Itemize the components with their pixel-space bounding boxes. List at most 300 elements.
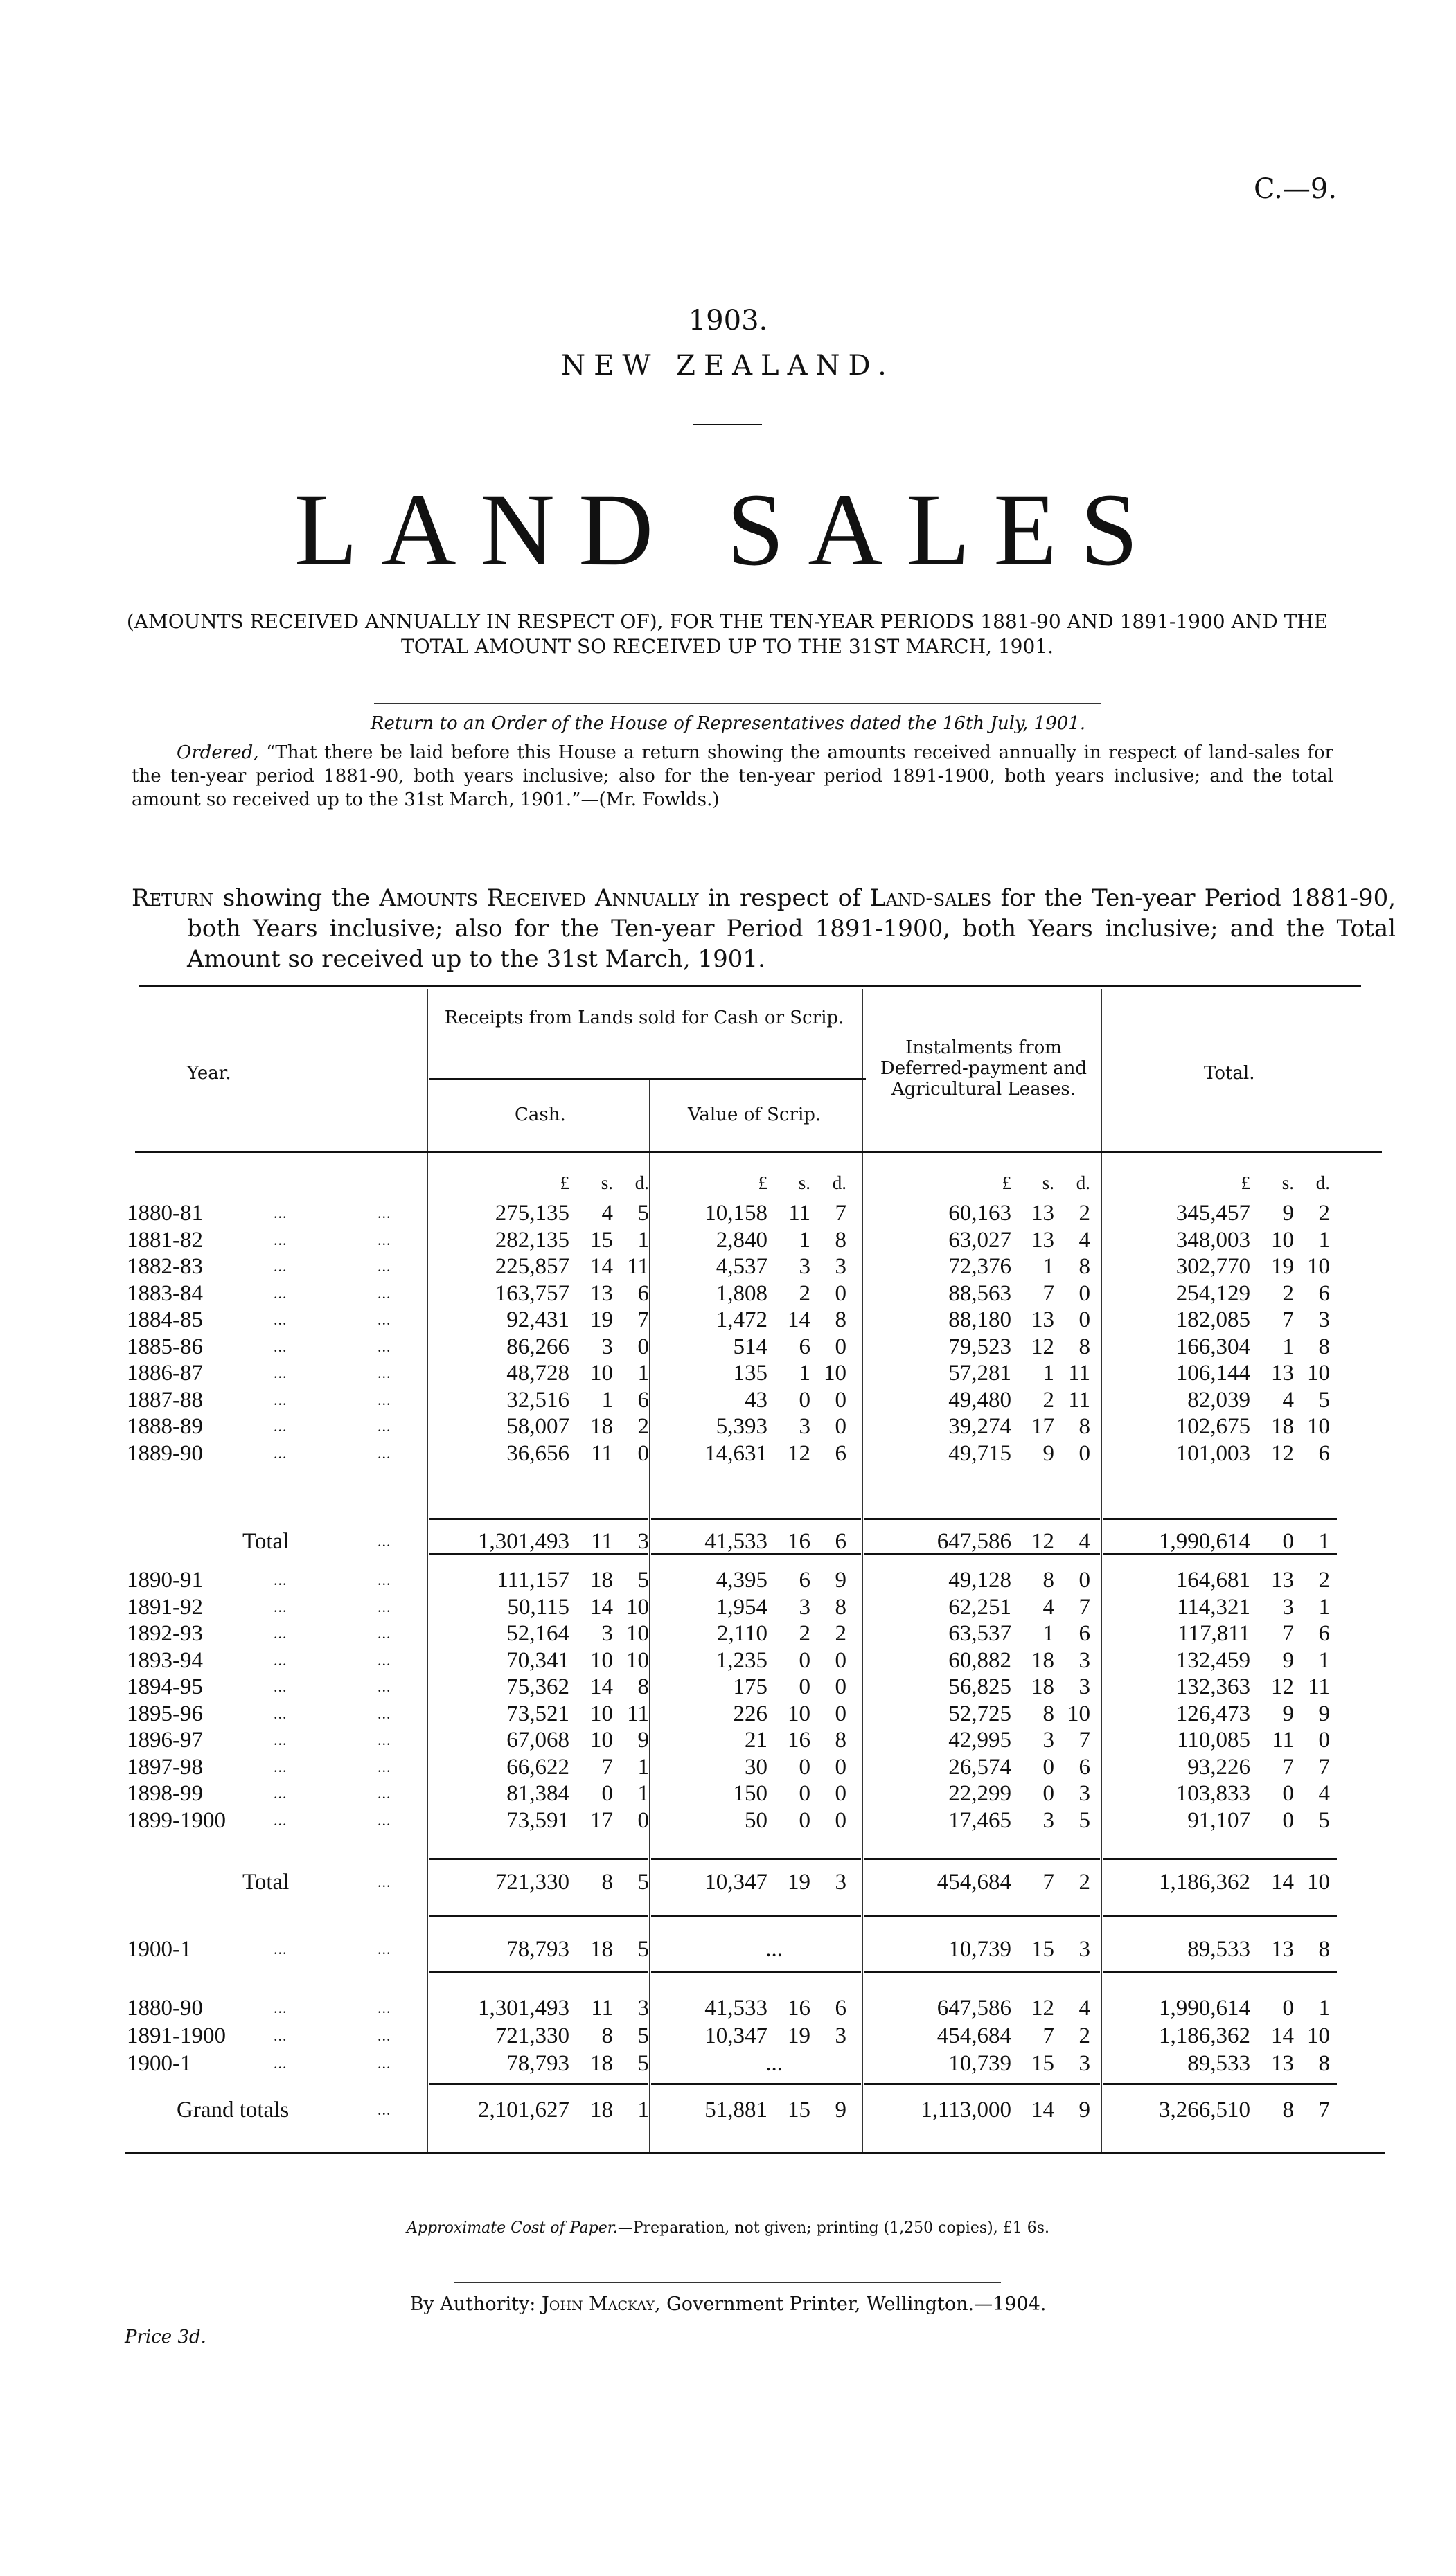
cash-shillings: 10	[590, 1701, 613, 1726]
cash-shillings: 3	[601, 1334, 613, 1359]
inst-shillings: 4	[1042, 1594, 1054, 1620]
row-year: 1892-93	[127, 1621, 203, 1646]
total-pounds: 132,459	[1175, 1647, 1250, 1673]
leader-dots: ...	[378, 1625, 391, 1642]
scrip-shillings: 2	[799, 1280, 810, 1306]
scrip-shillings: 3	[799, 1414, 810, 1439]
subtotal-rule	[429, 2083, 648, 2085]
total-pence: 10	[1307, 1870, 1330, 1895]
scrip-pence: 0	[835, 1807, 846, 1833]
total-pence: 10	[1307, 1361, 1330, 1386]
return-lead: Return	[132, 884, 214, 912]
scrip-pence: 6	[835, 1529, 846, 1554]
leader-dots: ...	[274, 1311, 287, 1328]
inst-pounds: 647,586	[936, 1529, 1011, 1554]
inst-shillings: 18	[1031, 1674, 1054, 1699]
row-label: Total	[242, 1870, 290, 1895]
scrip-pounds: 41,533	[704, 1529, 767, 1554]
cash-pounds: 92,431	[506, 1307, 569, 1332]
row-year: 1898-99	[127, 1781, 203, 1806]
table-row	[0, 1199, 1456, 1227]
table-row	[0, 1700, 1456, 1728]
scrip-pence: 0	[835, 1674, 846, 1699]
total-pounds: 93,226	[1187, 1754, 1250, 1780]
subtotal-rule	[429, 1971, 648, 1973]
inst-pounds: 17,465	[948, 1807, 1011, 1833]
total-pence: 0	[1318, 1728, 1330, 1753]
cost-note	[0, 2219, 1456, 2237]
leader-dots: ...	[378, 2055, 391, 2072]
inst-pence: 2	[1078, 1870, 1090, 1895]
subtotal-rule	[864, 1858, 1100, 1860]
cash-pence: 1	[637, 1361, 649, 1386]
inst-pounds: 1,113,000	[921, 2098, 1011, 2122]
total-pounds: 302,770	[1175, 1254, 1250, 1279]
table-row	[0, 1306, 1456, 1334]
scrip-pence: 0	[835, 1334, 846, 1359]
cash-shillings: 18	[590, 1414, 613, 1439]
scrip-pounds: 50	[745, 1807, 767, 1833]
row-year: 1889-90	[127, 1440, 203, 1466]
total-shillings: 7	[1282, 1621, 1294, 1646]
ordered-label: Ordered,	[177, 742, 259, 763]
leader-dots: ...	[274, 1598, 287, 1616]
cash-pounds: 163,757	[495, 1280, 569, 1306]
row-year: 1893-94	[127, 1647, 203, 1673]
row-year: 1894-95	[127, 1674, 203, 1699]
scrip-pounds: 4,395	[716, 1568, 767, 1593]
total-shillings: 13	[1271, 1937, 1294, 1962]
row-year: 1900-1	[127, 2051, 192, 2076]
cash-shillings: 0	[601, 1781, 613, 1806]
scrip-pence: 8	[835, 1594, 846, 1620]
unit-pence: d.	[1315, 1172, 1330, 1193]
leader-dots: ...	[274, 1651, 287, 1669]
leader-dots: ...	[274, 1390, 287, 1408]
table-row	[0, 1440, 1456, 1467]
header-receipts: Receipts from Lands sold for Cash or Scrip.	[444, 1008, 844, 1028]
row-year: 1885-86	[127, 1334, 203, 1359]
price: Price 3d.	[125, 2327, 206, 2347]
subtotal-rule	[651, 1858, 861, 1860]
cash-pounds: 48,728	[506, 1361, 569, 1386]
leader-dots: ...	[274, 1757, 287, 1776]
inst-shillings: 7	[1042, 1280, 1054, 1306]
total-pounds: 3,266,510	[1159, 2098, 1250, 2122]
total-pence: 11	[1308, 1674, 1330, 1699]
cash-shillings: 18	[590, 1937, 613, 1962]
table-row	[0, 1935, 1456, 1963]
leader-dots: ...	[378, 1390, 391, 1408]
inst-pounds: 63,537	[948, 1621, 1011, 1646]
table-row	[0, 2050, 1456, 2077]
table-row	[0, 1726, 1456, 1754]
cash-pounds: 73,521	[506, 1701, 569, 1726]
leader-dots: ...	[378, 2027, 391, 2044]
inst-pence: 11	[1068, 1361, 1090, 1386]
header-instalments: Instalments from Deferred-payment and Agricultural Leases.	[880, 1037, 1087, 1100]
total-pounds: 101,003	[1175, 1440, 1250, 1466]
cash-pence: 10	[626, 1594, 649, 1620]
total-pence: 5	[1318, 1387, 1330, 1413]
row-year: 1888-89	[127, 1414, 203, 1439]
row-year: 1882-83	[127, 1254, 203, 1279]
inst-pounds: 60,882	[948, 1647, 1011, 1673]
inst-pence: 7	[1078, 1594, 1090, 1620]
subtotal-rule	[864, 2083, 1100, 2085]
authority-suffix: , Government Printer, Wellington.—1904.	[654, 2293, 1047, 2315]
total-pence: 1	[1318, 1594, 1330, 1620]
cash-pence: 6	[637, 1387, 649, 1413]
scrip-shillings: 6	[799, 1334, 810, 1359]
cash-pence: 5	[637, 2023, 649, 2048]
total-shillings: 9	[1282, 1701, 1294, 1726]
inst-pence: 9	[1078, 2098, 1090, 2122]
leader-dots: ...	[378, 1417, 391, 1435]
total-shillings: 18	[1271, 1414, 1294, 1439]
inst-pounds: 26,574	[948, 1754, 1011, 1780]
leader-dots: ...	[274, 1231, 287, 1249]
inst-shillings: 14	[1031, 2098, 1054, 2122]
scrip-pence: 8	[835, 1227, 846, 1253]
row-year: 1881-82	[127, 1227, 203, 1253]
inst-pounds: 10,739	[948, 1937, 1011, 1962]
scrip-shillings: 1	[799, 1227, 810, 1253]
cash-shillings: 14	[590, 1674, 613, 1699]
total-shillings: 13	[1271, 2051, 1294, 2076]
cash-pence: 3	[637, 1529, 649, 1554]
divider	[454, 2282, 1001, 2283]
scrip-pounds: 30	[745, 1754, 767, 1780]
scrip-shillings: 6	[799, 1568, 810, 1593]
total-shillings: 13	[1271, 1568, 1294, 1593]
total-shillings: 1	[1282, 1334, 1294, 1359]
inst-pence: 2	[1078, 2023, 1090, 2048]
inst-pence: 0	[1078, 1568, 1090, 1593]
subtotal-rule	[429, 1915, 648, 1917]
inst-shillings: 1	[1042, 1254, 1054, 1279]
total-pence: 2	[1318, 1201, 1330, 1226]
cash-pence: 1	[637, 1754, 649, 1780]
scrip-pence: 9	[835, 2098, 846, 2122]
inst-shillings: 7	[1042, 1870, 1054, 1895]
total-pence: 8	[1318, 2051, 1330, 2076]
cash-pounds: 225,857	[495, 1254, 569, 1279]
cash-pence: 10	[626, 1647, 649, 1673]
cash-shillings: 11	[591, 1440, 613, 1466]
scrip-pounds: 226	[733, 1701, 767, 1726]
subtotal-rule	[651, 2083, 861, 2085]
total-shillings: 12	[1271, 1440, 1294, 1466]
total-pounds: 102,675	[1175, 1414, 1250, 1439]
total-shillings: 3	[1282, 1594, 1294, 1620]
cash-shillings: 19	[590, 1307, 613, 1332]
cash-pounds: 1,301,493	[478, 1996, 569, 2021]
scrip-shillings: 3	[799, 1254, 810, 1279]
unit-pounds: £	[1241, 1172, 1250, 1193]
total-shillings: 11	[1272, 1728, 1294, 1753]
leader-dots: ...	[378, 1731, 391, 1748]
cash-shillings: 14	[590, 1254, 613, 1279]
inst-pounds: 42,995	[948, 1728, 1011, 1753]
authority-prefix: By Authority:	[409, 2293, 542, 2315]
subtotal-rule	[1103, 1858, 1337, 1860]
scrip-shillings: 1	[799, 1361, 810, 1386]
unit-shillings: s.	[798, 1172, 810, 1193]
scrip-shillings: 0	[799, 1647, 810, 1673]
cash-pence: 11	[627, 1254, 649, 1279]
inst-shillings: 0	[1042, 1781, 1054, 1806]
inst-shillings: 1	[1042, 1621, 1054, 1646]
scrip-shillings: 11	[788, 1201, 810, 1226]
scrip-pounds: 21	[745, 1728, 767, 1753]
inst-shillings: 12	[1031, 1529, 1054, 1554]
leader-dots: ...	[274, 1364, 287, 1381]
scrip-empty: ...	[765, 1937, 783, 1962]
inst-pounds: 10,739	[948, 2051, 1011, 2076]
subtotal-rule	[651, 1971, 861, 1973]
cash-pounds: 75,362	[506, 1674, 569, 1699]
cash-shillings: 13	[590, 1280, 613, 1306]
row-label: Grand totals	[177, 2098, 290, 2122]
unit-pounds: £	[758, 1172, 767, 1193]
total-pounds: 82,039	[1187, 1387, 1250, 1413]
cash-pence: 5	[637, 1870, 649, 1895]
document-code: C.—9.	[1254, 173, 1338, 205]
row-year: 1890-91	[127, 1568, 203, 1593]
inst-pence: 5	[1078, 1807, 1090, 1833]
inst-pounds: 49,715	[948, 1440, 1011, 1466]
cash-shillings: 3	[601, 1621, 613, 1646]
inst-shillings: 3	[1042, 1807, 1054, 1833]
leader-dots: ...	[378, 1231, 391, 1249]
total-pence: 1	[1318, 1529, 1330, 1554]
cash-pounds: 721,330	[495, 2023, 569, 2048]
leader-dots: ...	[274, 1337, 287, 1355]
unit-shillings: s.	[601, 1172, 613, 1193]
total-shillings: 8	[1282, 2098, 1294, 2122]
leader-dots: ...	[378, 1204, 391, 1222]
inst-pounds: 60,163	[948, 1201, 1011, 1226]
scrip-pounds: 5,393	[716, 1414, 767, 1439]
total-shillings: 14	[1271, 1870, 1294, 1895]
leader-dots: ...	[274, 1811, 287, 1829]
row-year: 1895-96	[127, 1701, 203, 1726]
cash-pounds: 36,656	[506, 1440, 569, 1466]
table-row	[0, 1620, 1456, 1647]
inst-shillings: 12	[1031, 1996, 1054, 2021]
total-pounds: 1,186,362	[1159, 2023, 1250, 2048]
inst-shillings: 12	[1031, 1334, 1054, 1359]
cash-pounds: 70,341	[506, 1647, 569, 1673]
leader-dots: ...	[378, 1571, 391, 1589]
unit-shillings: s.	[1042, 1172, 1054, 1193]
table-row	[0, 1413, 1456, 1440]
inst-shillings: 13	[1031, 1201, 1054, 1226]
inst-pence: 4	[1078, 1227, 1090, 1253]
scrip-pence: 2	[835, 1621, 846, 1646]
total-pence: 10	[1307, 1254, 1330, 1279]
inst-pence: 6	[1078, 1754, 1090, 1780]
country-heading: NEW ZEALAND.	[561, 350, 895, 382]
leader-dots: ...	[274, 1704, 287, 1722]
table-row	[0, 2022, 1456, 2050]
total-pence: 7	[1318, 2098, 1330, 2122]
table-row	[0, 1994, 1456, 2022]
leader-dots: ...	[378, 1873, 391, 1890]
inst-pence: 0	[1078, 1440, 1090, 1466]
cash-pounds: 282,135	[495, 1227, 569, 1253]
scrip-pence: 0	[835, 1647, 846, 1673]
total-shillings: 2	[1282, 1280, 1294, 1306]
table-top-rule	[139, 985, 1361, 987]
cash-shillings: 18	[590, 1568, 613, 1593]
inst-pounds: 56,825	[948, 1674, 1011, 1699]
cash-pounds: 73,591	[506, 1807, 569, 1833]
return-heading	[132, 883, 1396, 974]
scrip-pounds: 135	[733, 1361, 767, 1386]
scrip-shillings: 2	[799, 1621, 810, 1646]
cash-pence: 5	[637, 1937, 649, 1962]
order-body	[132, 741, 1333, 812]
inst-pounds: 454,684	[936, 2023, 1011, 2048]
total-pence: 6	[1318, 1440, 1330, 1466]
inst-pence: 8	[1078, 1254, 1090, 1279]
leader-dots: ...	[378, 1678, 391, 1695]
row-year: 1886-87	[127, 1361, 203, 1386]
unit-shillings: s.	[1281, 1172, 1294, 1193]
cash-pounds: 52,164	[506, 1621, 569, 1646]
subtotal-rule	[864, 1518, 1100, 1520]
inst-shillings: 9	[1042, 1440, 1054, 1466]
cash-pounds: 81,384	[506, 1781, 569, 1806]
total-pounds: 1,990,614	[1159, 1996, 1250, 2021]
leader-dots: ...	[274, 1444, 287, 1462]
leader-dots: ...	[378, 1811, 391, 1829]
cash-pence: 5	[637, 1568, 649, 1593]
total-pounds: 182,085	[1175, 1307, 1250, 1332]
leader-dots: ...	[274, 1258, 287, 1275]
scrip-shillings: 15	[788, 2098, 810, 2122]
inst-pounds: 72,376	[948, 1254, 1011, 1279]
total-shillings: 9	[1282, 1647, 1294, 1673]
return-text: in respect of	[698, 884, 870, 912]
inst-pence: 3	[1078, 1781, 1090, 1806]
scrip-pence: 0	[835, 1781, 846, 1806]
total-pence: 8	[1318, 1937, 1330, 1962]
header-year: Year.	[187, 1063, 231, 1084]
inst-pounds: 62,251	[948, 1594, 1011, 1620]
cash-shillings: 11	[591, 1996, 613, 2021]
cash-pence: 11	[627, 1701, 649, 1726]
inst-pence: 3	[1078, 1674, 1090, 1699]
subtotal-rule	[651, 1518, 861, 1520]
publication-year: 1903.	[688, 305, 768, 337]
total-pounds: 89,533	[1187, 1937, 1250, 1962]
inst-shillings: 3	[1042, 1728, 1054, 1753]
cash-shillings: 7	[601, 1754, 613, 1780]
scrip-shillings: 0	[799, 1387, 810, 1413]
inst-pounds: 88,563	[948, 1280, 1011, 1306]
total-shillings: 14	[1271, 2023, 1294, 2048]
total-pence: 10	[1307, 1414, 1330, 1439]
total-shillings: 10	[1271, 1227, 1294, 1253]
leader-dots: ...	[378, 1651, 391, 1669]
cash-shillings: 15	[590, 1227, 613, 1253]
cash-shillings: 10	[590, 1647, 613, 1673]
printer-name: John Mackay	[541, 2293, 655, 2315]
scrip-pence: 0	[835, 1754, 846, 1780]
total-pounds: 126,473	[1175, 1701, 1250, 1726]
unit-pounds: £	[560, 1172, 569, 1193]
cash-shillings: 18	[590, 2098, 613, 2122]
cash-shillings: 14	[590, 1594, 613, 1620]
cash-shillings: 4	[601, 1201, 613, 1226]
return-text: for the Ten-year Period 1881-90, both Years inclusive; also for the Ten-year Period 1891-1900, both Years inclusive; and the Total Amount so received up to the 31st March, 1901.	[187, 884, 1396, 973]
subtotal-rule	[864, 1553, 1100, 1555]
table-row	[0, 1753, 1456, 1781]
inst-shillings: 0	[1042, 1754, 1054, 1780]
table-row	[0, 1253, 1456, 1280]
cash-pence: 5	[637, 2051, 649, 2076]
subtotal-rule	[651, 1553, 861, 1555]
inst-pounds: 454,684	[936, 1870, 1011, 1895]
total-pounds: 110,085	[1176, 1728, 1250, 1753]
unit-pounds: £	[1002, 1172, 1011, 1193]
cash-pounds: 78,793	[506, 2051, 569, 2076]
divider	[374, 703, 1101, 704]
leader-dots: ...	[274, 1625, 287, 1642]
cash-pounds: 1,301,493	[478, 1529, 569, 1554]
inst-pence: 8	[1078, 1334, 1090, 1359]
cash-pounds: 275,135	[495, 1201, 569, 1226]
return-smallcaps: Amounts Received Annually	[379, 884, 699, 912]
cash-pence: 0	[637, 1807, 649, 1833]
total-pounds: 1,186,362	[1159, 1870, 1250, 1895]
total-pounds: 166,304	[1175, 1334, 1250, 1359]
table-row	[0, 1280, 1456, 1307]
inst-shillings: 13	[1031, 1307, 1054, 1332]
leader-dots: ...	[274, 2027, 287, 2044]
total-shillings: 9	[1282, 1201, 1294, 1226]
inst-shillings: 2	[1042, 1387, 1054, 1413]
cash-pounds: 58,007	[506, 1414, 569, 1439]
unit-pence: d.	[634, 1172, 649, 1193]
inst-pence: 4	[1078, 1529, 1090, 1554]
scrip-shillings: 0	[799, 1674, 810, 1699]
inst-pence: 2	[1078, 1201, 1090, 1226]
scrip-shillings: 0	[799, 1807, 810, 1833]
scrip-pence: 6	[835, 1996, 846, 2021]
total-pence: 3	[1318, 1307, 1330, 1332]
leader-dots: ...	[274, 1999, 287, 2016]
row-year: 1899-1900	[127, 1807, 226, 1833]
leader-dots: ...	[274, 1785, 287, 1802]
cash-pounds: 32,516	[506, 1387, 569, 1413]
cash-pounds: 67,068	[506, 1728, 569, 1753]
row-year: 1880-81	[127, 1201, 203, 1226]
cash-pounds: 86,266	[506, 1334, 569, 1359]
total-pence: 8	[1318, 1334, 1330, 1359]
inst-pounds: 88,180	[948, 1307, 1011, 1332]
scrip-pounds: 1,472	[716, 1307, 767, 1332]
scrip-empty: ...	[765, 2051, 783, 2076]
table-row	[0, 1647, 1456, 1674]
cash-pence: 8	[637, 1674, 649, 1699]
subtotal-rule	[429, 1553, 648, 1555]
cash-pounds: 66,622	[506, 1754, 569, 1780]
leader-dots: ...	[378, 1940, 391, 1958]
